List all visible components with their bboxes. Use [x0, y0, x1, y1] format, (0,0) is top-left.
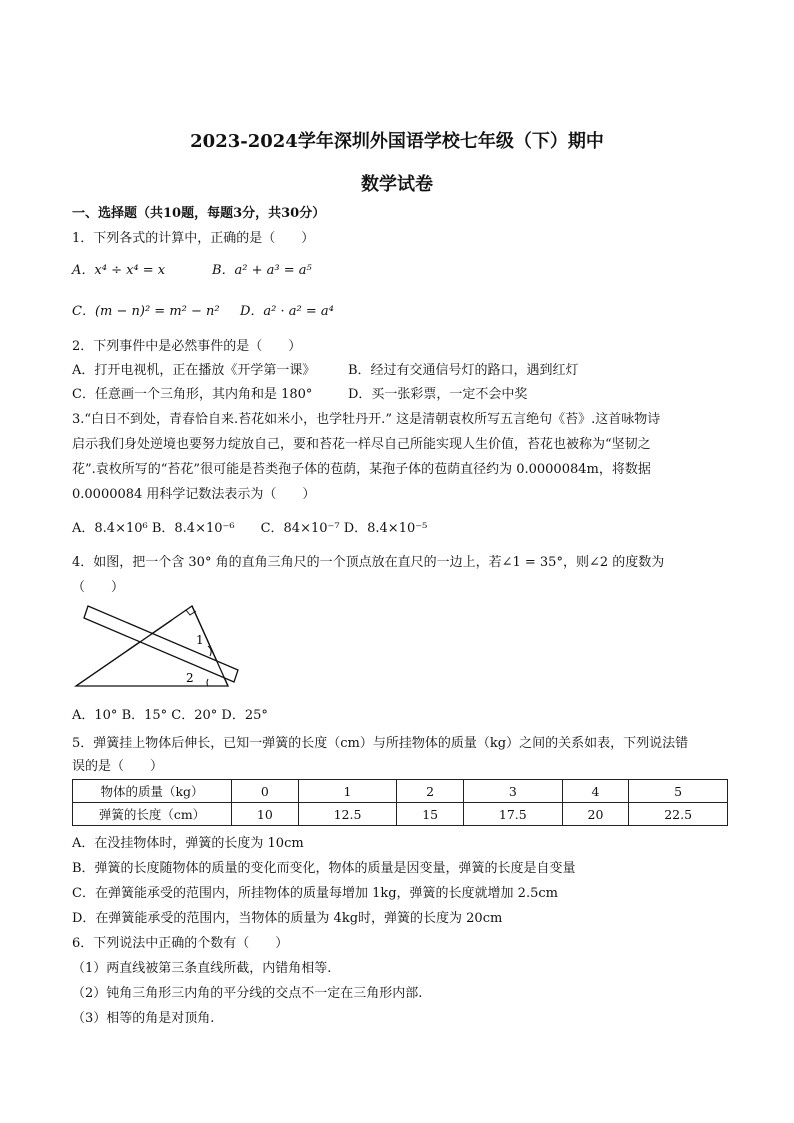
table-cell: 17.5: [463, 803, 562, 826]
table-row: [73, 780, 728, 803]
exam-title: 2023-2024学年深圳外国语学校七年级（下）期中: [190, 131, 604, 152]
section-heading: 一、选择题（共10题，每题3分，共30分）: [72, 206, 326, 221]
table-cell: 2: [397, 780, 464, 803]
q5-option-d: D．在弹簧能承受的范围内，当物体的质量为 4kg时，弹簧的长度为 20cm: [72, 911, 503, 926]
q6-statement-2: （2）钝角三角形三内角的平分线的交点不一定在三角形内部.: [72, 986, 423, 1001]
table-cell: 弹簧的长度（cm）: [73, 803, 232, 826]
q6-statement-3: （3）相等的角是对顶角.: [72, 1011, 215, 1026]
q3-line-2: 启示我们身处逆境也要努力绽放自己，要和苔花一样尽自己所能实现人生价值，苔花也被称为“坚韧之: [72, 437, 651, 452]
table-cell: 1: [298, 780, 397, 803]
q2-option-d: D．买一张彩票，一定不会中奖: [348, 387, 528, 402]
q5-line-2: 误的是（ ）: [72, 759, 164, 774]
q4-figure: [72, 600, 242, 692]
q2-option-b: B．经过有交通信号灯的路口，遇到红灯: [348, 363, 579, 378]
angle-2-label: 2: [186, 671, 194, 685]
q1-option-a: A．x⁴ ÷ x⁴ = x: [72, 263, 166, 278]
q1-option-b: B．a² + a³ = a⁵: [212, 263, 312, 278]
table-cell: 20: [562, 803, 629, 826]
q3-line-1: 3.“白日不到处，青春恰自来.苔花如米小，也学牡丹开.” 这是清朝袁枚所写五言绝句《苔》.这首咏物诗: [72, 412, 661, 427]
table-cell: 4: [562, 780, 629, 803]
q4-line-1: 4．如图，把一个含 30° 角的直角三角尺的一个顶点放在直尺的一边上，若∠1 = 35°，则∠2 的度数为: [72, 555, 665, 570]
table-cell: 22.5: [629, 803, 728, 826]
angle-1-label: 1: [196, 633, 204, 647]
table-cell: 12.5: [298, 803, 397, 826]
table-cell: 15: [397, 803, 464, 826]
q5-option-b: B．弹簧的长度随物体的质量的变化而变化，物体的质量是因变量，弹簧的长度是自变量: [72, 861, 576, 876]
q3-line-4: 0.0000084 用科学记数法表示为（ ）: [72, 487, 316, 502]
q1-option-c: C．(m − n)² = m² − n²: [72, 304, 220, 319]
table-cell: 10: [232, 803, 299, 826]
q2-option-c: C．任意画一个三角形，其内角和是 180°: [72, 387, 313, 402]
exam-subtitle: 数学试卷: [361, 174, 433, 195]
q3-line-3: 花”.袁枚所写的“苔花”很可能是苔类孢子体的苞荫，某孢子体的苞荫直径约为 0.0000084m，将数据: [72, 462, 651, 477]
q1-stem: 1．下列各式的计算中，正确的是（ ）: [72, 231, 315, 246]
q6-statement-1: （1）两直线被第三条直线所截，内错角相等.: [72, 961, 332, 976]
q1-option-d: D．a² · a² = a⁴: [240, 304, 334, 319]
ruler: [84, 606, 238, 682]
q5-option-a: A．在没挂物体时，弹簧的长度为 10cm: [72, 836, 304, 851]
q4-options: A．10° B．15° C．20° D．25°: [72, 708, 268, 723]
q6-stem: 6．下列说法中正确的个数有（ ）: [72, 936, 289, 951]
table-cell: 5: [629, 780, 728, 803]
table-cell: 物体的质量（kg）: [73, 780, 232, 803]
table-cell: 0: [232, 780, 299, 803]
q5-option-c: C．在弹簧能承受的范围内，所挂物体的质量每增加 1kg，弹簧的长度就增加 2.5cm: [72, 886, 558, 901]
q5-line-1: 5．弹簧挂上物体后伸长，已知一弹簧的长度（cm）与所挂物体的质量（kg）之间的关系如表，下列说法错: [72, 736, 689, 751]
table-cell: 3: [463, 780, 562, 803]
q5-table: [72, 779, 728, 826]
q3-options: A．8.4×10⁶ B．8.4×10⁻⁶ C．84×10⁻⁷ D．8.4×10⁻⁵: [72, 521, 428, 536]
q4-line-2: （ ）: [72, 580, 125, 595]
table-row: [73, 803, 728, 826]
q2-option-a: A．打开电视机，正在播放《开学第一课》: [72, 363, 316, 378]
q2-stem: 2．下列事件中是必然事件的是（ ）: [72, 339, 302, 354]
